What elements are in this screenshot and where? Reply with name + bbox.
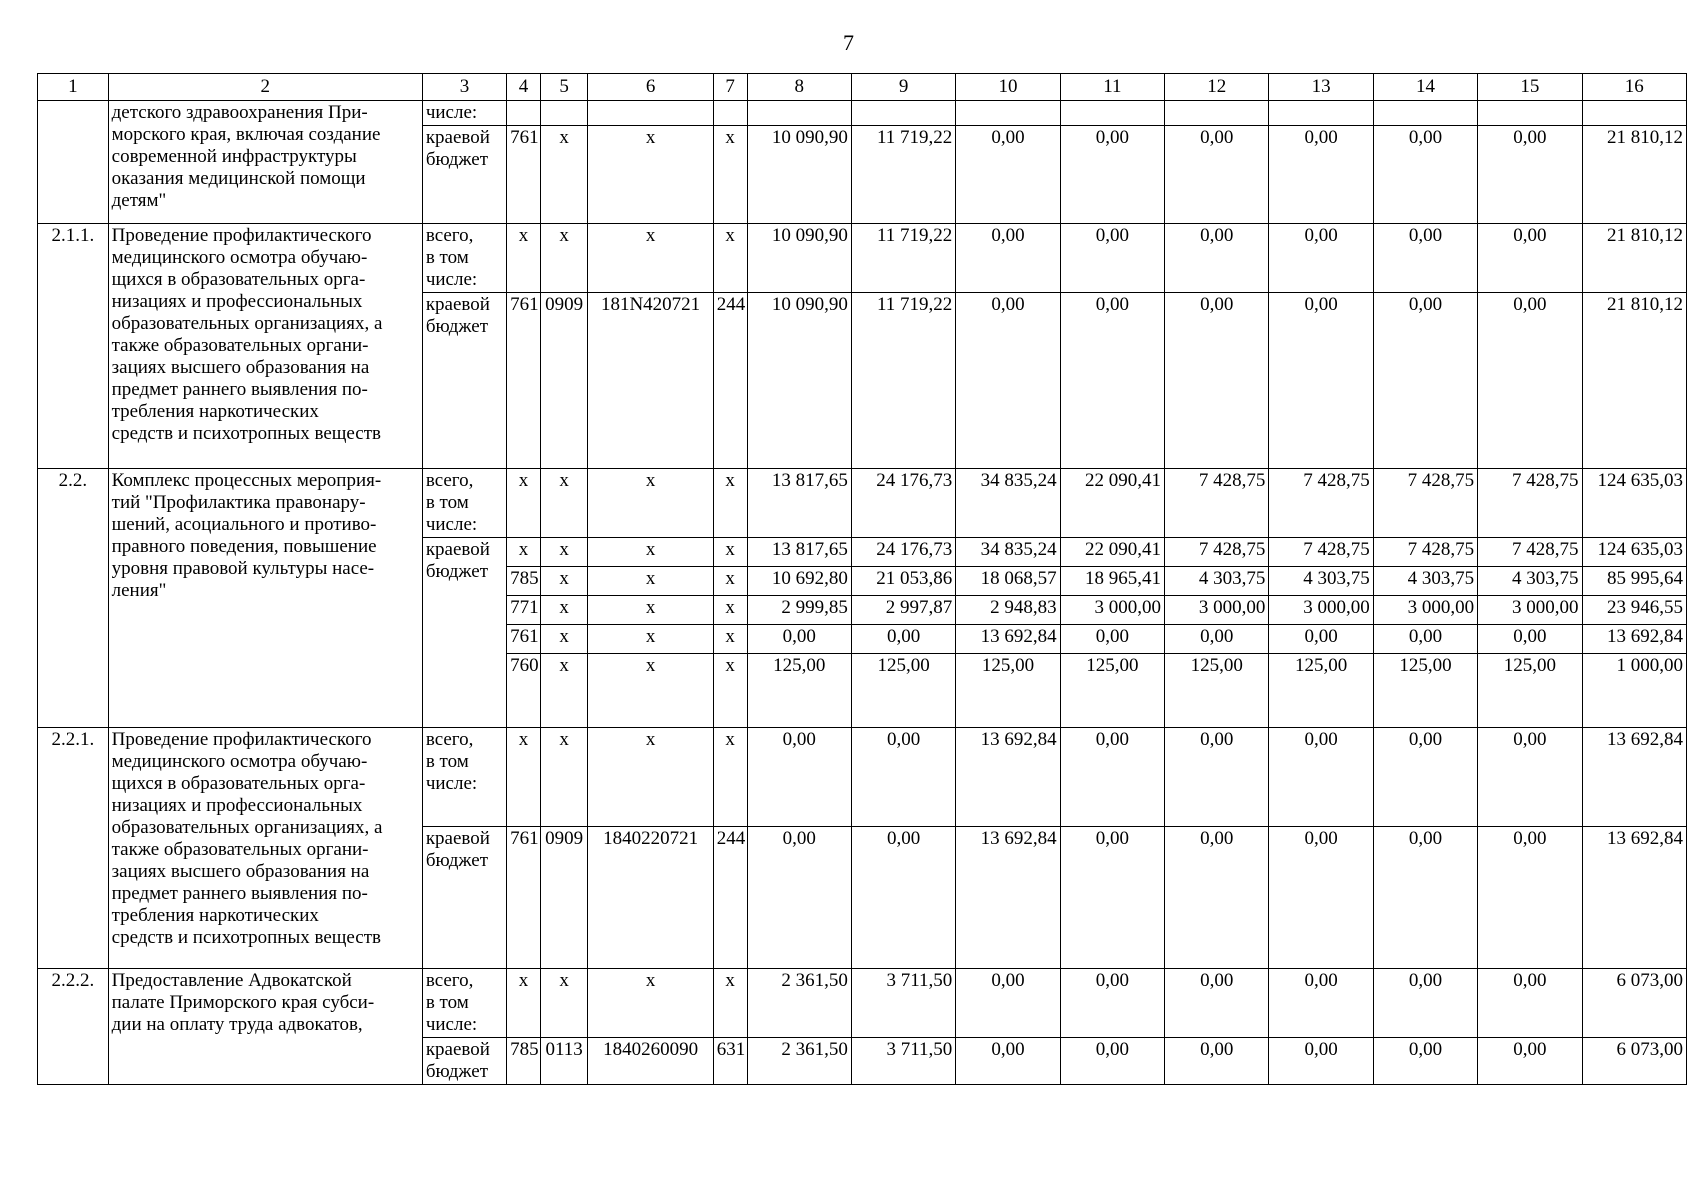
value-col8: 13 817,65: [747, 538, 851, 567]
row-number: 2.2.2.: [38, 969, 109, 1085]
code-col7: х: [713, 969, 747, 1038]
value-col9: 11 719,22: [851, 126, 955, 224]
value-col16: 23 946,55: [1582, 596, 1686, 625]
value-col15: 0,00: [1478, 126, 1582, 224]
budget-label: всего, в том числе:: [422, 728, 506, 827]
code-col4: 761: [507, 126, 541, 224]
value-col11: 0,00: [1060, 1038, 1164, 1085]
budget-label: краевой бюджет: [422, 293, 506, 469]
value-col8: 10 692,80: [747, 567, 851, 596]
code-col6: 1840220721: [588, 827, 713, 969]
value-col14: 0,00: [1373, 224, 1477, 293]
empty-cell: [851, 101, 955, 126]
empty-cell: [507, 101, 541, 126]
value-col13: 3 000,00: [1269, 596, 1373, 625]
value-col15: 7 428,75: [1478, 538, 1582, 567]
value-col13: 0,00: [1269, 625, 1373, 654]
value-col15: 0,00: [1478, 293, 1582, 469]
code-col7: 244: [713, 827, 747, 969]
value-col11: 3 000,00: [1060, 596, 1164, 625]
value-col12: 4 303,75: [1165, 567, 1269, 596]
value-col9: 11 719,22: [851, 293, 955, 469]
row-number: 2.2.: [38, 469, 109, 728]
empty-cell: [956, 101, 1060, 126]
value-col11: 0,00: [1060, 293, 1164, 469]
value-col12: 0,00: [1165, 126, 1269, 224]
value-col14: 0,00: [1373, 969, 1477, 1038]
value-col11: 0,00: [1060, 625, 1164, 654]
value-col8: 10 090,90: [747, 224, 851, 293]
value-col12: 0,00: [1165, 293, 1269, 469]
code-col6: х: [588, 224, 713, 293]
empty-cell: [1165, 101, 1269, 126]
code-col5: х: [540, 728, 587, 827]
budget-label: всего, в том числе:: [422, 224, 506, 293]
value-col15: 0,00: [1478, 625, 1582, 654]
value-col15: 0,00: [1478, 827, 1582, 969]
code-col6: х: [588, 469, 713, 538]
value-col8: 125,00: [747, 654, 851, 728]
code-col7: х: [713, 625, 747, 654]
header-cell-3: 3: [422, 74, 506, 101]
value-col10: 13 692,84: [956, 625, 1060, 654]
value-col10: 0,00: [956, 1038, 1060, 1085]
header-cell-8: 8: [747, 74, 851, 101]
value-col10: 34 835,24: [956, 469, 1060, 538]
header-cell-9: 9: [851, 74, 955, 101]
table-row: [38, 469, 1687, 538]
code-col6: х: [588, 625, 713, 654]
value-col15: 0,00: [1478, 728, 1582, 827]
value-col14: 3 000,00: [1373, 596, 1477, 625]
value-col10: 125,00: [956, 654, 1060, 728]
code-col5: х: [540, 654, 587, 728]
empty-cell: [1478, 101, 1582, 126]
header-cell-11: 11: [1060, 74, 1164, 101]
header-row: [38, 74, 1687, 101]
value-col14: 0,00: [1373, 126, 1477, 224]
code-col4: 761: [507, 625, 541, 654]
row-name: Проведение профилактического медицинского осмотра обучаю- щихся в образовательных орга- низациях и профессиональных образовательных организациях, а также образовательных органи- зациях высшего образования на предмет раннего выявления по- требления наркотических средств и психотропных веществ: [108, 224, 422, 469]
empty-cell: [713, 101, 747, 126]
code-col6: 181N420721: [588, 293, 713, 469]
code-col7: х: [713, 224, 747, 293]
code-col7: х: [713, 654, 747, 728]
value-col13: 7 428,75: [1269, 538, 1373, 567]
value-col14: 0,00: [1373, 625, 1477, 654]
value-col10: 13 692,84: [956, 728, 1060, 827]
value-col16: 1 000,00: [1582, 654, 1686, 728]
row-name: Комплекс процессных мероприя- тий "Профилактика правонару- шений, асоциального и противо- правного поведения, повышение уровня правовой культуры насе- ления": [108, 469, 422, 728]
empty-cell: [1373, 101, 1477, 126]
header-cell-2: 2: [108, 74, 422, 101]
code-col5: х: [540, 625, 587, 654]
value-col8: 0,00: [747, 827, 851, 969]
header-cell-1: 1: [38, 74, 109, 101]
value-col12: 0,00: [1165, 827, 1269, 969]
code-col4: 771: [507, 596, 541, 625]
code-col5: х: [540, 469, 587, 538]
value-col12: 7 428,75: [1165, 538, 1269, 567]
code-col4: х: [507, 224, 541, 293]
page-number: 7: [843, 30, 854, 55]
value-col12: 0,00: [1165, 1038, 1269, 1085]
code-col7: х: [713, 728, 747, 827]
value-col13: 0,00: [1269, 224, 1373, 293]
code-col5: х: [540, 567, 587, 596]
empty-cell: [747, 101, 851, 126]
value-col9: 125,00: [851, 654, 955, 728]
value-col16: 6 073,00: [1582, 969, 1686, 1038]
value-col16: 124 635,03: [1582, 469, 1686, 538]
code-col6: х: [588, 126, 713, 224]
value-col10: 2 948,83: [956, 596, 1060, 625]
value-col9: 24 176,73: [851, 538, 955, 567]
empty-cell: [540, 101, 587, 126]
code-col5: 0909: [540, 827, 587, 969]
code-col7: х: [713, 538, 747, 567]
value-col10: 0,00: [956, 224, 1060, 293]
budget-table: [37, 73, 1687, 1085]
value-col16: 21 810,12: [1582, 126, 1686, 224]
value-col12: 0,00: [1165, 969, 1269, 1038]
value-col9: 11 719,22: [851, 224, 955, 293]
value-col14: 0,00: [1373, 293, 1477, 469]
code-col5: х: [540, 969, 587, 1038]
value-col10: 13 692,84: [956, 827, 1060, 969]
value-col14: 125,00: [1373, 654, 1477, 728]
value-col16: 124 635,03: [1582, 538, 1686, 567]
value-col13: 4 303,75: [1269, 567, 1373, 596]
budget-label: краевой бюджет: [422, 538, 506, 728]
budget-label: числе:: [422, 101, 506, 126]
value-col15: 0,00: [1478, 969, 1582, 1038]
value-col14: 0,00: [1373, 1038, 1477, 1085]
value-col8: 2 361,50: [747, 1038, 851, 1085]
value-col11: 22 090,41: [1060, 469, 1164, 538]
value-col16: 6 073,00: [1582, 1038, 1686, 1085]
code-col5: х: [540, 126, 587, 224]
budget-label: краевой бюджет: [422, 1038, 506, 1085]
header-cell-13: 13: [1269, 74, 1373, 101]
value-col11: 0,00: [1060, 224, 1164, 293]
budget-label: краевой бюджет: [422, 827, 506, 969]
header-cell-4: 4: [507, 74, 541, 101]
value-col8: 10 090,90: [747, 126, 851, 224]
value-col13: 0,00: [1269, 728, 1373, 827]
code-col4: х: [507, 538, 541, 567]
value-col11: 0,00: [1060, 126, 1164, 224]
value-col10: 34 835,24: [956, 538, 1060, 567]
code-col6: 1840260090: [588, 1038, 713, 1085]
value-col11: 18 965,41: [1060, 567, 1164, 596]
header-cell-14: 14: [1373, 74, 1477, 101]
row-name: детского здравоохранения При- морского края, включая создание современной инфраструктуры оказания медицинской помощи детям": [108, 101, 422, 224]
row-name: Предоставление Адвокатской палате Приморского края субси- дии на оплату труда адвокатов,: [108, 969, 422, 1085]
code-col6: х: [588, 969, 713, 1038]
code-col7: х: [713, 469, 747, 538]
value-col13: 0,00: [1269, 126, 1373, 224]
header-cell-16: 16: [1582, 74, 1686, 101]
value-col11: 22 090,41: [1060, 538, 1164, 567]
code-col4: х: [507, 469, 541, 538]
value-col14: 0,00: [1373, 728, 1477, 827]
value-col9: 3 711,50: [851, 1038, 955, 1085]
code-col4: 761: [507, 293, 541, 469]
code-col4: 760: [507, 654, 541, 728]
value-col16: 13 692,84: [1582, 625, 1686, 654]
value-col9: 3 711,50: [851, 969, 955, 1038]
row-number: 2.2.1.: [38, 728, 109, 969]
value-col9: 24 176,73: [851, 469, 955, 538]
code-col4: х: [507, 728, 541, 827]
code-col7: 244: [713, 293, 747, 469]
budget-label: всего, в том числе:: [422, 969, 506, 1038]
value-col12: 7 428,75: [1165, 469, 1269, 538]
empty-cell: [1060, 101, 1164, 126]
value-col15: 125,00: [1478, 654, 1582, 728]
value-col9: 2 997,87: [851, 596, 955, 625]
code-col6: х: [588, 654, 713, 728]
value-col14: 0,00: [1373, 827, 1477, 969]
table-row: [38, 728, 1687, 827]
code-col4: 761: [507, 827, 541, 969]
value-col16: 21 810,12: [1582, 224, 1686, 293]
value-col12: 0,00: [1165, 224, 1269, 293]
code-col4: 785: [507, 1038, 541, 1085]
value-col13: 0,00: [1269, 827, 1373, 969]
code-col7: 631: [713, 1038, 747, 1085]
code-col5: 0113: [540, 1038, 587, 1085]
budget-label: краевой бюджет: [422, 126, 506, 224]
value-col8: 2 999,85: [747, 596, 851, 625]
value-col9: 21 053,86: [851, 567, 955, 596]
value-col12: 0,00: [1165, 728, 1269, 827]
code-col5: х: [540, 224, 587, 293]
value-col13: 0,00: [1269, 293, 1373, 469]
value-col13: 0,00: [1269, 969, 1373, 1038]
header-cell-12: 12: [1165, 74, 1269, 101]
value-col12: 0,00: [1165, 625, 1269, 654]
value-col8: 2 361,50: [747, 969, 851, 1038]
code-col6: х: [588, 538, 713, 567]
value-col10: 0,00: [956, 293, 1060, 469]
value-col11: 0,00: [1060, 728, 1164, 827]
code-col5: х: [540, 596, 587, 625]
value-col13: 7 428,75: [1269, 469, 1373, 538]
value-col15: 0,00: [1478, 1038, 1582, 1085]
value-col11: 125,00: [1060, 654, 1164, 728]
code-col6: х: [588, 596, 713, 625]
code-col5: 0909: [540, 293, 587, 469]
value-col10: 18 068,57: [956, 567, 1060, 596]
header-cell-10: 10: [956, 74, 1060, 101]
value-col10: 0,00: [956, 126, 1060, 224]
value-col15: 4 303,75: [1478, 567, 1582, 596]
value-col9: 0,00: [851, 827, 955, 969]
value-col14: 7 428,75: [1373, 469, 1477, 538]
empty-cell: [1269, 101, 1373, 126]
value-col16: 21 810,12: [1582, 293, 1686, 469]
row-name: Проведение профилактического медицинского осмотра обучаю- щихся в образовательных орга- низациях и профессиональных образовательных организациях, а также образовательных органи- зациях высшего образования на предмет раннего выявления по- требления наркотических средств и психотропных веществ: [108, 728, 422, 969]
value-col8: 0,00: [747, 728, 851, 827]
value-col10: 0,00: [956, 969, 1060, 1038]
table-row: [38, 101, 1687, 126]
value-col9: 0,00: [851, 625, 955, 654]
value-col12: 125,00: [1165, 654, 1269, 728]
header-cell-7: 7: [713, 74, 747, 101]
code-col5: х: [540, 538, 587, 567]
value-col16: 13 692,84: [1582, 728, 1686, 827]
budget-label: всего, в том числе:: [422, 469, 506, 538]
value-col15: 7 428,75: [1478, 469, 1582, 538]
value-col8: 10 090,90: [747, 293, 851, 469]
value-col16: 85 995,64: [1582, 567, 1686, 596]
table-row: [38, 969, 1687, 1038]
code-col7: х: [713, 596, 747, 625]
value-col15: 3 000,00: [1478, 596, 1582, 625]
empty-cell: [588, 101, 713, 126]
value-col16: 13 692,84: [1582, 827, 1686, 969]
value-col8: 0,00: [747, 625, 851, 654]
value-col13: 0,00: [1269, 1038, 1373, 1085]
row-number: 2.1.1.: [38, 224, 109, 469]
code-col6: х: [588, 728, 713, 827]
code-col7: х: [713, 126, 747, 224]
value-col14: 7 428,75: [1373, 538, 1477, 567]
value-col15: 0,00: [1478, 224, 1582, 293]
value-col11: 0,00: [1060, 827, 1164, 969]
value-col8: 13 817,65: [747, 469, 851, 538]
value-col12: 3 000,00: [1165, 596, 1269, 625]
value-col11: 0,00: [1060, 969, 1164, 1038]
value-col13: 125,00: [1269, 654, 1373, 728]
code-col4: х: [507, 969, 541, 1038]
code-col6: х: [588, 567, 713, 596]
header-cell-5: 5: [540, 74, 587, 101]
value-col14: 4 303,75: [1373, 567, 1477, 596]
empty-cell: [1582, 101, 1686, 126]
table-row: [38, 224, 1687, 293]
header-cell-15: 15: [1478, 74, 1582, 101]
code-col7: х: [713, 567, 747, 596]
row-number: [38, 101, 109, 224]
header-cell-6: 6: [588, 74, 713, 101]
code-col4: 785: [507, 567, 541, 596]
value-col9: 0,00: [851, 728, 955, 827]
